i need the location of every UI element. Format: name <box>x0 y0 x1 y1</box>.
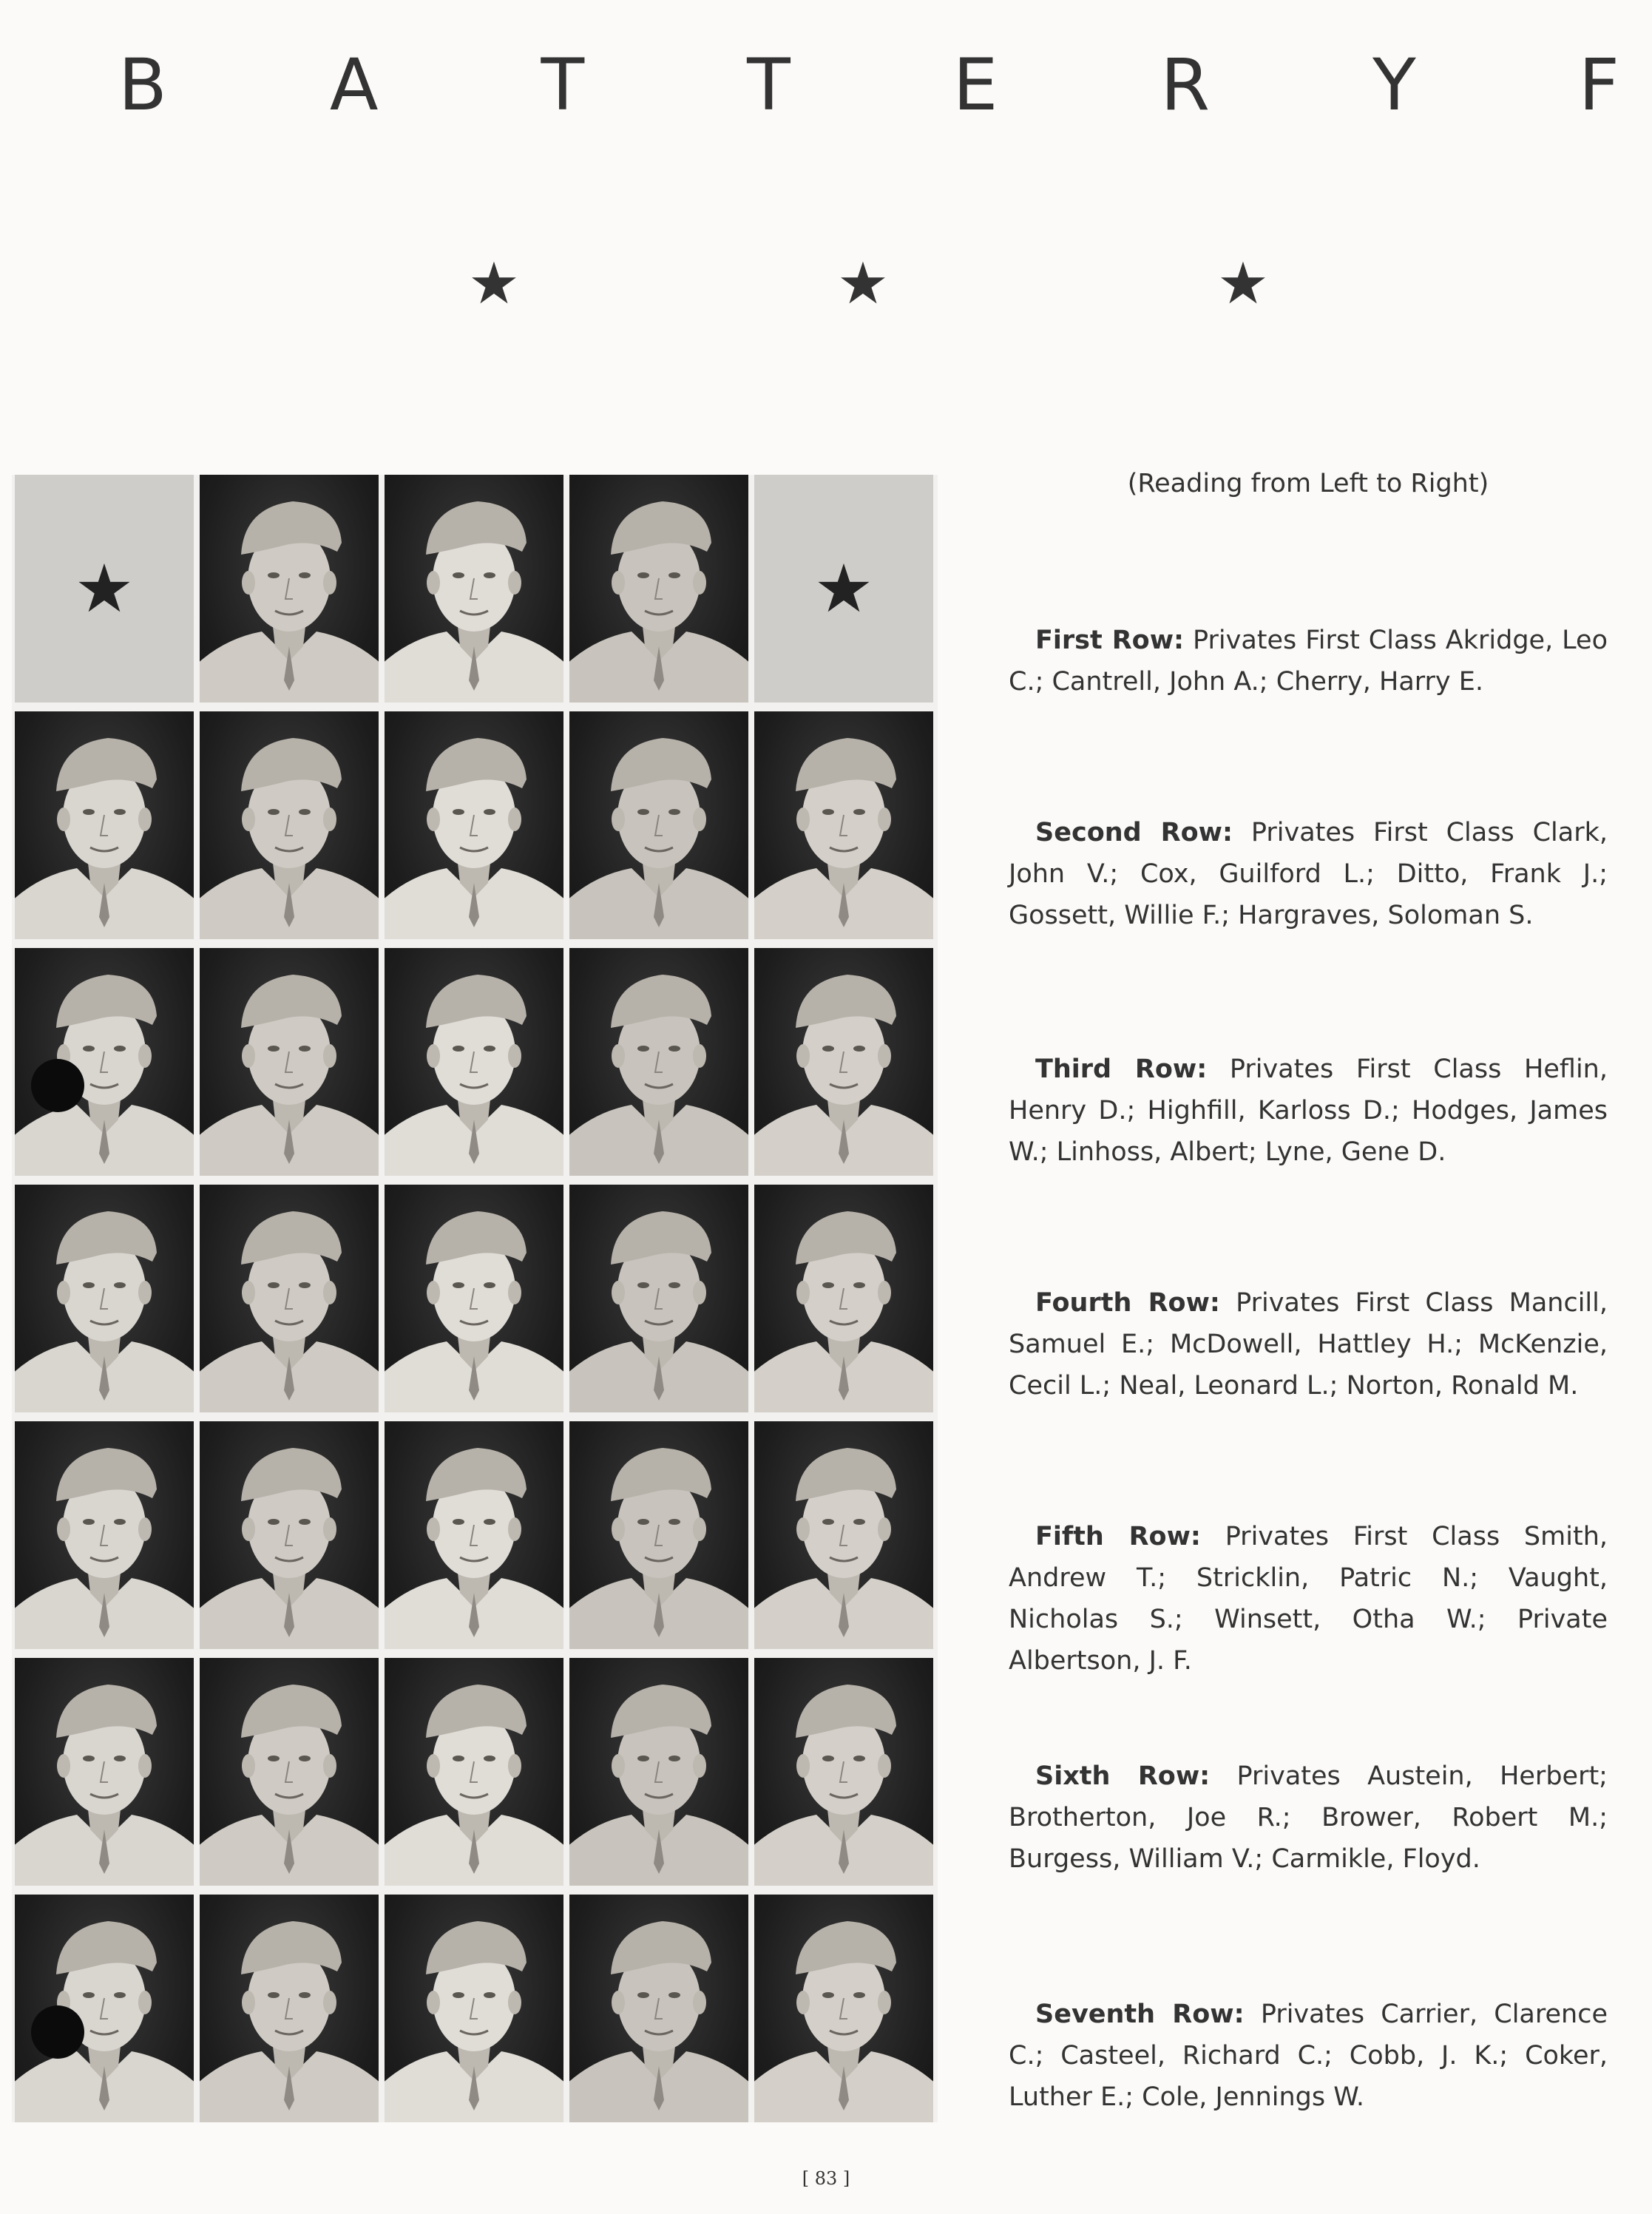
soldier-portrait <box>569 1185 748 1412</box>
row-caption-label: Fourth Row: <box>1035 1288 1220 1318</box>
blank-star-cell <box>754 475 933 703</box>
row-caption-label: Fifth Row: <box>1035 1522 1201 1551</box>
portrait-photo <box>569 711 748 939</box>
portrait-photo <box>385 475 563 703</box>
row-caption-label: Third Row: <box>1035 1054 1208 1084</box>
soldier-portrait <box>385 711 563 939</box>
portrait-photo <box>15 1658 194 1886</box>
soldier-portrait <box>754 1185 933 1412</box>
title-letter: B <box>118 44 167 126</box>
soldier-portrait <box>385 475 563 703</box>
soldier-portrait <box>569 1421 748 1649</box>
row-caption <box>1009 1049 1608 1173</box>
punch-hole <box>31 1059 84 1112</box>
soldier-portrait <box>200 948 379 1176</box>
portrait-photo <box>15 948 194 1176</box>
star-icon: ★ <box>813 549 874 628</box>
row-caption <box>1009 620 1608 703</box>
portrait-photo <box>754 1185 933 1412</box>
portrait-photo <box>385 1658 563 1886</box>
row-caption <box>1009 1756 1608 1880</box>
row-caption-names: Privates First Class Akridge, Leo C.; Cantrell, John A.; Cherry, Harry E. <box>1009 626 1608 697</box>
soldier-portrait <box>15 1658 194 1886</box>
row-caption <box>1009 812 1608 936</box>
soldier-portrait <box>15 1895 194 2122</box>
portrait-photo <box>15 1895 194 2122</box>
soldier-portrait <box>569 948 748 1176</box>
row-caption-names: Privates Carrier, Clarence C.; Casteel, Richard C.; Cobb, J. K.; Coker, Luther E.; Cole, Jennings W. <box>1009 2000 1608 2112</box>
title-letter: A <box>329 44 379 126</box>
portrait-photo <box>754 1421 933 1649</box>
portrait-photo <box>15 1185 194 1412</box>
soldier-portrait <box>200 1421 379 1649</box>
title-letter: E <box>952 44 998 126</box>
soldier-portrait <box>200 1185 379 1412</box>
soldier-portrait <box>569 1658 748 1886</box>
punch-hole <box>31 2005 84 2059</box>
soldier-portrait <box>15 1185 194 1412</box>
row-caption <box>1009 1516 1608 1682</box>
row-caption-label: Sixth Row: <box>1035 1761 1211 1791</box>
soldier-portrait <box>385 948 563 1176</box>
row-caption-names: Privates First Class Mancill, Samuel E.; McDowell, Hattley H.; McKenzie, Cecil L.; Neal, Leonard L.; Norton, Ronald M. <box>1009 1288 1608 1401</box>
star-icon: ★ <box>468 251 520 317</box>
soldier-portrait <box>200 475 379 703</box>
portrait-photo <box>385 711 563 939</box>
soldier-portrait <box>754 1658 933 1886</box>
soldier-portrait <box>754 711 933 939</box>
portrait-photo <box>200 1421 379 1649</box>
soldier-portrait <box>754 948 933 1176</box>
portrait-photo <box>569 1658 748 1886</box>
star-icon: ★ <box>74 549 135 628</box>
row-caption-label: First Row: <box>1035 626 1185 655</box>
portrait-photo <box>754 1895 933 2122</box>
portrait-photo <box>569 948 748 1176</box>
soldier-portrait <box>200 711 379 939</box>
portrait-photo <box>385 948 563 1176</box>
row-caption-names: Privates First Class Clark, John V.; Cox, Guilford L.; Ditto, Frank J.; Gossett, Willie F.; Hargraves, Soloman S. <box>1009 818 1608 930</box>
portrait-photo <box>200 948 379 1176</box>
soldier-portrait <box>385 1895 563 2122</box>
portrait-photo <box>569 475 748 703</box>
row-caption-names: Privates Austein, Herbert; Brotherton, Joe R.; Brower, Robert M.; Burgess, William V.; Carmikle, Floyd. <box>1009 1761 1608 1874</box>
soldier-portrait <box>754 1421 933 1649</box>
portrait-photo <box>200 475 379 703</box>
soldier-portrait <box>569 475 748 703</box>
reading-direction-note: (Reading from Left to Right) <box>1127 469 1489 498</box>
decorative-stars <box>0 251 1652 322</box>
portrait-grid <box>12 475 938 2122</box>
soldier-portrait <box>200 1895 379 2122</box>
soldier-portrait <box>385 1658 563 1886</box>
row-caption-label: Seventh Row: <box>1035 2000 1245 2029</box>
title-letter: T <box>747 44 791 126</box>
title-letter: F <box>1578 44 1619 126</box>
soldier-portrait <box>385 1185 563 1412</box>
soldier-portrait <box>15 711 194 939</box>
soldier-portrait <box>200 1658 379 1886</box>
star-icon: ★ <box>837 251 889 317</box>
soldier-portrait <box>569 1895 748 2122</box>
portrait-photo <box>15 1421 194 1649</box>
soldier-portrait <box>15 948 194 1176</box>
row-caption-label: Second Row: <box>1035 818 1233 847</box>
portrait-photo <box>200 1185 379 1412</box>
title-letter: R <box>1160 44 1211 126</box>
portrait-photo <box>569 1895 748 2122</box>
portrait-photo <box>754 711 933 939</box>
title-letter: Y <box>1372 44 1416 126</box>
soldier-portrait <box>754 1895 933 2122</box>
blank-star-cell <box>15 475 194 703</box>
page-title <box>118 41 1619 129</box>
soldier-portrait <box>569 711 748 939</box>
portrait-photo <box>569 1185 748 1412</box>
portrait-photo <box>200 1658 379 1886</box>
portrait-photo <box>200 711 379 939</box>
row-caption <box>1009 1994 1608 2118</box>
portrait-photo <box>200 1895 379 2122</box>
portrait-photo <box>385 1895 563 2122</box>
portrait-photo <box>754 1658 933 1886</box>
page-number: [ 83 ] <box>802 2168 850 2189</box>
soldier-portrait <box>15 1421 194 1649</box>
row-caption-names: Privates First Class Heflin, Henry D.; Highfill, Karloss D.; Hodges, James W.; Linhoss, Albert; Lyne, Gene D. <box>1009 1054 1608 1167</box>
portrait-photo <box>754 948 933 1176</box>
portrait-photo <box>15 711 194 939</box>
portrait-photo <box>385 1421 563 1649</box>
portrait-photo <box>385 1185 563 1412</box>
star-icon: ★ <box>1217 251 1269 317</box>
portrait-photo <box>569 1421 748 1649</box>
title-letter: T <box>541 44 585 126</box>
soldier-portrait <box>385 1421 563 1649</box>
row-caption-names: Privates First Class Smith, Andrew T.; Stricklin, Patric N.; Vaught, Nicholas S.; Winsett, Otha W.; Private Albertson, J. F. <box>1009 1522 1608 1676</box>
row-caption <box>1009 1282 1608 1406</box>
